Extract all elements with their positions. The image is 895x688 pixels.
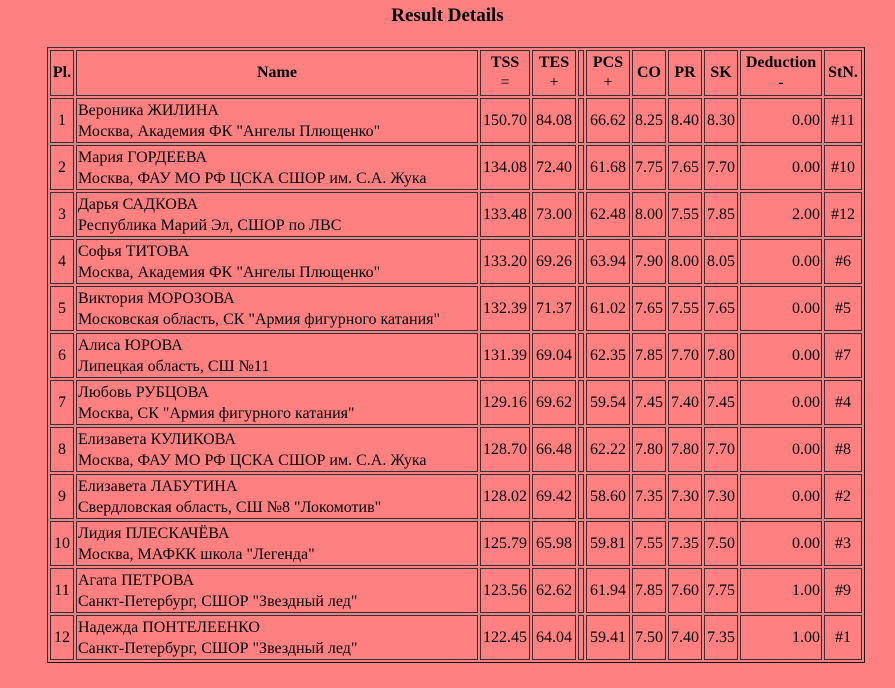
tes-cell: 72.40	[532, 145, 576, 190]
skater-name: Виктория МОРОЗОВА	[78, 289, 235, 307]
spacer-cell	[578, 474, 584, 519]
name-cell	[76, 333, 478, 378]
page-title: Result Details	[391, 5, 504, 26]
tes-cell: 65.98	[532, 521, 576, 566]
pr-cell: 7.30	[668, 474, 702, 519]
pr-cell: 7.35	[668, 521, 702, 566]
start-number-cell: #1	[824, 615, 862, 660]
pr-cell: 7.65	[668, 145, 702, 190]
place-cell: 1	[50, 98, 74, 143]
sk-cell: 7.30	[704, 474, 738, 519]
pcs-cell: 61.68	[586, 145, 630, 190]
sk-cell: 7.85	[704, 192, 738, 237]
table-row	[50, 427, 862, 472]
skater-club: Липецкая область, СШ №11	[78, 357, 270, 375]
pcs-cell: 62.48	[586, 192, 630, 237]
tes-cell: 69.42	[532, 474, 576, 519]
sk-cell: 8.05	[704, 239, 738, 284]
deduction-cell: 0.00	[740, 98, 822, 143]
start-number-cell: #8	[824, 427, 862, 472]
table-row	[50, 568, 862, 613]
name-cell	[76, 239, 478, 284]
co-cell: 7.90	[632, 239, 666, 284]
tss-cell: 128.02	[480, 474, 530, 519]
pr-cell: 7.55	[668, 286, 702, 331]
pcs-cell: 59.54	[586, 380, 630, 425]
sk-cell: 7.35	[704, 615, 738, 660]
skater-club: Московская область, СК "Армия фигурного катания"	[78, 310, 441, 328]
pcs-cell: 59.41	[586, 615, 630, 660]
spacer-cell	[578, 192, 584, 237]
header-stn: StN.	[824, 50, 862, 96]
tes-cell: 64.04	[532, 615, 576, 660]
co-cell: 8.00	[632, 192, 666, 237]
name-cell	[76, 380, 478, 425]
header-deduction-label: Deduction	[745, 54, 817, 71]
pcs-cell: 62.22	[586, 427, 630, 472]
tes-cell: 62.62	[532, 568, 576, 613]
tss-cell: 150.70	[480, 98, 530, 143]
pcs-cell: 59.81	[586, 521, 630, 566]
co-cell: 7.55	[632, 521, 666, 566]
co-cell: 7.50	[632, 615, 666, 660]
place-cell: 4	[50, 239, 74, 284]
place-cell: 6	[50, 333, 74, 378]
header-pr: PR	[668, 50, 702, 96]
pcs-cell: 61.02	[586, 286, 630, 331]
skater-club: Санкт-Петербург, СШОР "Звездный лед"	[78, 592, 358, 610]
place-cell: 2	[50, 145, 74, 190]
skater-name: Софья ТИТОВА	[78, 242, 190, 260]
pcs-cell: 61.94	[586, 568, 630, 613]
table-row	[50, 286, 862, 331]
co-cell: 7.65	[632, 286, 666, 331]
deduction-cell: 0.00	[740, 427, 822, 472]
sk-cell: 7.75	[704, 568, 738, 613]
co-cell: 7.85	[632, 333, 666, 378]
tss-cell: 133.20	[480, 239, 530, 284]
start-number-cell: #2	[824, 474, 862, 519]
skater-name: Мария ГОРДЕЕВА	[78, 148, 208, 166]
co-cell: 7.80	[632, 427, 666, 472]
deduction-cell: 1.00	[740, 615, 822, 660]
pr-cell: 7.55	[668, 192, 702, 237]
start-number-cell: #7	[824, 333, 862, 378]
skater-name: Вероника ЖИЛИНА	[78, 101, 219, 119]
name-cell	[76, 427, 478, 472]
spacer-cell	[578, 427, 584, 472]
skater-name: Елизавета ЛАБУТИНА	[78, 477, 238, 495]
results-body	[50, 98, 862, 660]
tss-cell: 134.08	[480, 145, 530, 190]
start-number-cell: #9	[824, 568, 862, 613]
tes-cell: 66.48	[532, 427, 576, 472]
tss-cell: 123.56	[480, 568, 530, 613]
header-spacer	[578, 50, 584, 96]
deduction-cell: 0.00	[740, 239, 822, 284]
name-cell	[76, 474, 478, 519]
tss-cell: 125.79	[480, 521, 530, 566]
header-co: CO	[632, 50, 666, 96]
tes-cell: 69.26	[532, 239, 576, 284]
spacer-cell	[578, 98, 584, 143]
tss-cell: 131.39	[480, 333, 530, 378]
sk-cell: 7.65	[704, 286, 738, 331]
table-row	[50, 521, 862, 566]
tes-cell: 69.62	[532, 380, 576, 425]
header-pcs-label: PCS	[592, 54, 624, 71]
sk-cell: 7.45	[704, 380, 738, 425]
deduction-cell: 0.00	[740, 145, 822, 190]
pcs-cell: 66.62	[586, 98, 630, 143]
header-tes	[532, 50, 576, 96]
table-row	[50, 474, 862, 519]
name-cell	[76, 521, 478, 566]
tss-cell: 129.16	[480, 380, 530, 425]
start-number-cell: #10	[824, 145, 862, 190]
header-tss	[480, 50, 530, 96]
skater-name: Елизавета КУЛИКОВА	[78, 430, 236, 448]
skater-name: Лидия ПЛЕСКАЧЁВА	[78, 524, 230, 542]
skater-name: Любовь РУБЦОВА	[78, 383, 209, 401]
table-row	[50, 145, 862, 190]
spacer-cell	[578, 521, 584, 566]
table-row	[50, 333, 862, 378]
pcs-cell: 63.94	[586, 239, 630, 284]
skater-club: Москва, ФАУ МО РФ ЦСКА СШОР им. С.А. Жука	[78, 451, 427, 469]
skater-club: Москва, МАФКК школа "Легенда"	[78, 545, 315, 563]
tes-cell: 71.37	[532, 286, 576, 331]
spacer-cell	[578, 145, 584, 190]
place-cell: 8	[50, 427, 74, 472]
deduction-cell: 0.00	[740, 474, 822, 519]
co-cell: 8.25	[632, 98, 666, 143]
sk-cell: 7.50	[704, 521, 738, 566]
spacer-cell	[578, 286, 584, 331]
skater-club: Санкт-Петербург, СШОР "Звездный лед"	[78, 639, 358, 657]
table-row	[50, 98, 862, 143]
spacer-cell	[578, 568, 584, 613]
sk-cell: 7.70	[704, 145, 738, 190]
skater-club: Москва, СК "Армия фигурного катания"	[78, 404, 355, 422]
name-cell	[76, 615, 478, 660]
table-row	[50, 239, 862, 284]
deduction-cell: 0.00	[740, 286, 822, 331]
deduction-cell: 0.00	[740, 521, 822, 566]
pr-cell: 7.40	[668, 380, 702, 425]
place-cell: 11	[50, 568, 74, 613]
name-cell	[76, 98, 478, 143]
place-cell: 7	[50, 380, 74, 425]
header-name: Name	[76, 50, 478, 96]
skater-club: Москва, Академия ФК "Ангелы Плющенко"	[78, 122, 381, 140]
deduction-cell: 0.00	[740, 333, 822, 378]
tss-cell: 133.48	[480, 192, 530, 237]
results-table	[47, 47, 865, 663]
skater-name: Дарья САДКОВА	[78, 195, 199, 213]
pr-cell: 7.70	[668, 333, 702, 378]
start-number-cell: #6	[824, 239, 862, 284]
place-cell: 5	[50, 286, 74, 331]
header-deduction-sub: -	[778, 74, 784, 91]
place-cell: 3	[50, 192, 74, 237]
spacer-cell	[578, 333, 584, 378]
header-tss-label: TSS	[490, 54, 520, 71]
tss-cell: 132.39	[480, 286, 530, 331]
table-row	[50, 380, 862, 425]
header-row	[50, 50, 862, 96]
tes-cell: 84.08	[532, 98, 576, 143]
header-pcs	[586, 50, 630, 96]
start-number-cell: #3	[824, 521, 862, 566]
tss-cell: 128.70	[480, 427, 530, 472]
pcs-cell: 62.35	[586, 333, 630, 378]
table-row	[50, 192, 862, 237]
skater-club: Москва, ФАУ МО РФ ЦСКА СШОР им. С.А. Жука	[78, 169, 427, 187]
table-row	[50, 615, 862, 660]
header-sk: SK	[704, 50, 738, 96]
header-place: Pl.	[50, 50, 74, 96]
start-number-cell: #12	[824, 192, 862, 237]
tes-cell: 73.00	[532, 192, 576, 237]
spacer-cell	[578, 239, 584, 284]
place-cell: 12	[50, 615, 74, 660]
co-cell: 7.75	[632, 145, 666, 190]
skater-name: Алиса ЮРОВА	[78, 336, 183, 354]
header-tes-label: TES	[538, 54, 570, 71]
header-pcs-sub: +	[603, 74, 613, 91]
pr-cell: 7.80	[668, 427, 702, 472]
skater-club: Республика Марий Эл, СШОР по ЛВС	[78, 216, 342, 234]
skater-name: Надежда ПОНТЕЛЕЕНКО	[78, 618, 260, 636]
skater-club: Свердловская область, СШ №8 "Локомотив"	[78, 498, 382, 516]
header-deduction	[740, 50, 822, 96]
pr-cell: 7.60	[668, 568, 702, 613]
tss-cell: 122.45	[480, 615, 530, 660]
start-number-cell: #11	[824, 98, 862, 143]
pr-cell: 8.00	[668, 239, 702, 284]
start-number-cell: #5	[824, 286, 862, 331]
spacer-cell	[578, 615, 584, 660]
skater-name: Агата ПЕТРОВА	[78, 571, 195, 589]
pcs-cell: 58.60	[586, 474, 630, 519]
deduction-cell: 0.00	[740, 380, 822, 425]
name-cell	[76, 568, 478, 613]
deduction-cell: 2.00	[740, 192, 822, 237]
co-cell: 7.45	[632, 380, 666, 425]
name-cell	[76, 192, 478, 237]
co-cell: 7.35	[632, 474, 666, 519]
name-cell	[76, 286, 478, 331]
tes-cell: 69.04	[532, 333, 576, 378]
pr-cell: 8.40	[668, 98, 702, 143]
deduction-cell: 1.00	[740, 568, 822, 613]
sk-cell: 7.80	[704, 333, 738, 378]
pr-cell: 7.40	[668, 615, 702, 660]
name-cell	[76, 145, 478, 190]
place-cell: 9	[50, 474, 74, 519]
spacer-cell	[578, 380, 584, 425]
sk-cell: 7.70	[704, 427, 738, 472]
place-cell: 10	[50, 521, 74, 566]
header-tes-sub: +	[549, 74, 559, 91]
co-cell: 7.85	[632, 568, 666, 613]
header-tss-sub: =	[500, 74, 510, 91]
skater-club: Москва, Академия ФК "Ангелы Плющенко"	[78, 263, 381, 281]
sk-cell: 8.30	[704, 98, 738, 143]
start-number-cell: #4	[824, 380, 862, 425]
